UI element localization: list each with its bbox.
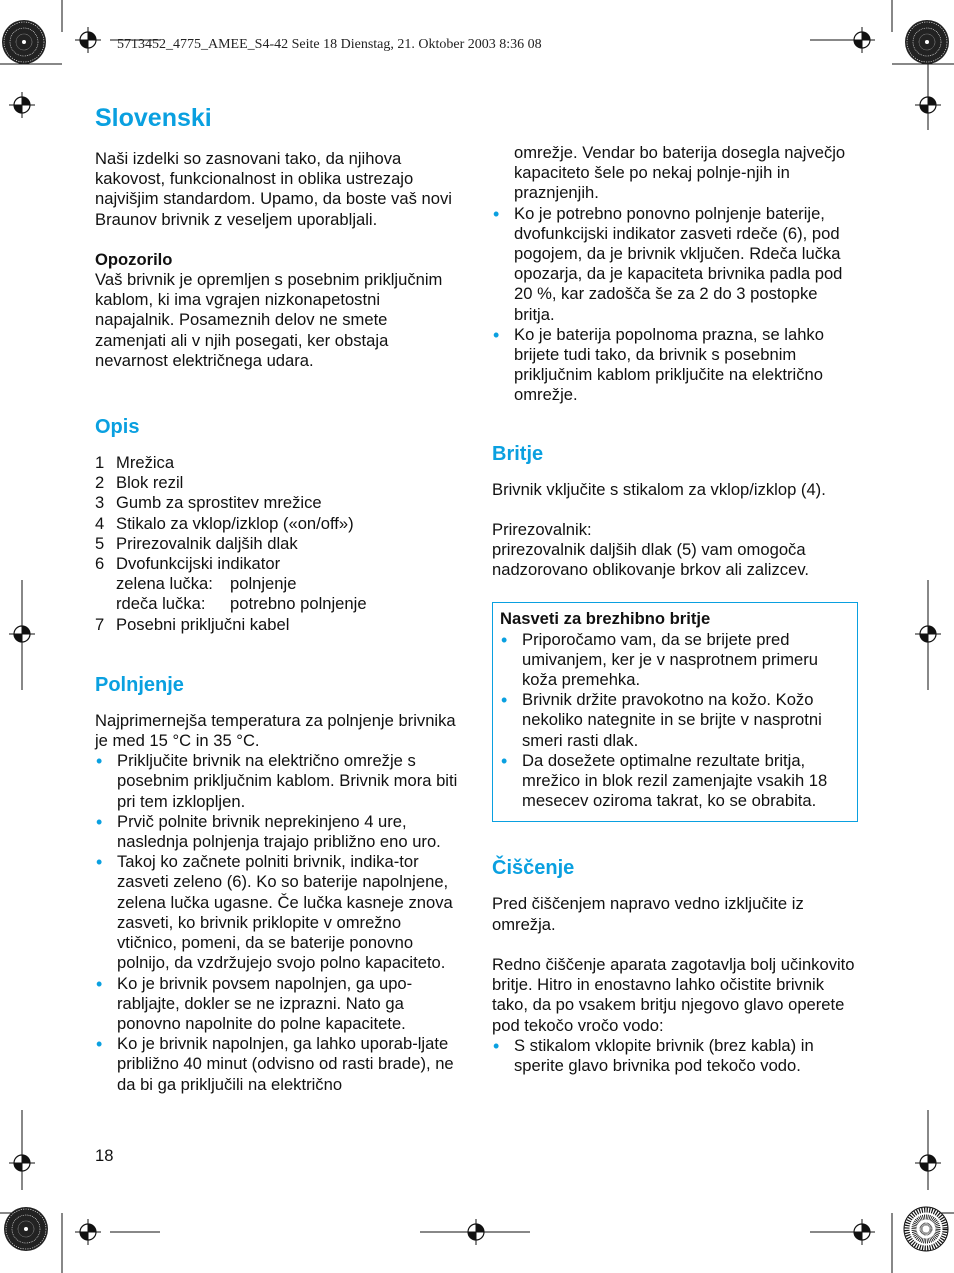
list-item: • Prvič polnite brivnik neprekinjeno 4 ure, naslednja polnjenja trajajo približno eno uro. [95,812,460,852]
tips-list [500,630,847,812]
indicator-green-row: zelena lučka: polnjenje [116,574,297,594]
list-item: 7 Posebni priključni kabel [95,614,290,634]
warning-heading: Opozorilo [95,249,173,269]
list-item: • Da dosežete optimalne rezultate britja, mrežico in blok rezil zamenjajte vsakih 18 mesecev oziroma takrat, ko se obrabita. [500,751,847,812]
tips-heading: Nasveti za brezhibno britje [500,609,711,629]
trimmer-text: prirezovalnik daljših dlak (5) vam omogoča nadzorovano oblikovanje brkov ali zalizcev. [492,540,809,580]
warning-text: Vaš brivnik je opremljen s posebnim priključnim kablom, ki ima vgrajen nizkonapetostni napajalnik. Posameznih delov ne smete zamenjati ali v njih posegati, ker obstaja nevarnost električnega udara. [95,270,443,370]
list-item: • Ko je brivnik napolnjen, ga lahko uporab-ljate približno 40 minut (odvisno od rasti brade), ne da bi ga priključili na električno [95,1034,460,1095]
shaving-text: Brivnik vključite s stikalom za vklop/izklop (4). [492,479,826,499]
right-column [492,143,858,1076]
charging-list [95,751,460,1094]
list-item: • Ko je brivnik povsem napolnjen, ga upo-rabljajte, dokler se ne izprazni. Nato ga ponovno napolnite do polne kapacitete. [95,974,460,1035]
parts-list [95,453,460,635]
trimmer-label: Prirezovalnik: [492,519,592,539]
list-item: • Takoj ko začnete polniti brivnik, indika-tor zasveti zeleno (6). Ko so baterije napolnjene, zelena lučka ugasne. Če lučka kasneje znova zasveti, ko brivnik priklopite v omrežno vtičnico, pomeni, da se baterije ponovno polnijo, da vzdržujejo svojo polno kapaciteto. [95,852,460,973]
list-item: • Ko je potrebno ponovno polnjenje baterije, dvofunkcijski indikator zasveti rdeče (6), pod pogojem, da je brivnik vključen. Rdeča lučka opozarja, da je kapaciteta brivnika padla pod 20 %, kar zadošča še za 2 do 3 postopke britja. [492,204,858,325]
page-number: 18 [95,1146,114,1165]
section-heading-britje: Britje [492,442,544,465]
list-item: 2 Blok rezil [95,473,184,493]
cleaning-list [492,1036,858,1076]
continuation-text: omrežje. Vendar bo baterija dosegla največjo kapaciteto šele po nekaj polnje-njih in praznjenjih. [514,143,846,203]
battery-list [492,204,858,406]
section-heading-opis: Opis [95,416,140,439]
print-header: 5713452_4775_AMEE_S4-42 Seite 18 Dienstag, 21. Oktober 2003 8:36 08 [117,37,542,52]
list-item: 6 Dvofunkcijski indikator zelena lučka: polnjenje rdeča lučka: potrebno polnjenje [95,554,367,614]
cleaning-text-2: Redno čiščenje aparata zagotavlja bolj učinkovito britje. Hitro in enostavno lahko očistite brivnik tako, da po vsakem britju njegovo glavo operete pod tekočo vročo vodo: [492,954,855,1035]
intro-paragraph: Naši izdelki so zasnovani tako, da njihova kakovost, funkcionalnost in oblika ustrezajo najvišjim standardom. Upamo, da boste vaš novi Braunov brivnik z veseljem uporabljali. [95,149,452,229]
list-item: 1 Mrežica [95,453,175,473]
indicator-red-row: rdeča lučka: potrebno polnjenje [116,594,367,614]
list-item: 5 Prirezovalnik daljših dlak [95,533,298,553]
list-item: • Ko je baterija popolnoma prazna, se lahko brijete tudi tako, da brivnik s posebnim priključnim kablom priključite na električno omrežje. [492,325,858,406]
list-item: • Brivnik držite pravokotno na kožo. Kožo nekoliko nategnite in se brijte v nasprotni smeri rasti dlak. [500,690,847,751]
page-title: Slovenski [95,104,212,132]
list-item: • S stikalom vklopite brivnik (brez kabla) in sperite glavo brivnika pod tekočo vodo. [492,1036,858,1076]
charging-intro: Najprimernejša temperatura za polnjenje brivnika je med 15 °C in 35 °C. [95,710,456,751]
tips-box [492,602,858,822]
list-item: 4 Stikalo za vklop/izklop («on/off») [95,513,354,533]
section-heading-polnjenje: Polnjenje [95,673,184,696]
list-item: • Priporočamo vam, da se brijete pred umivanjem, ker je v nasprotnem primeru koža premehka. [500,630,847,691]
list-item: 3 Gumb za sprostitev mrežice [95,493,322,513]
cleaning-text-1: Pred čiščenjem napravo vedno izključite iz omrežja. [492,894,804,934]
list-item: • Priključite brivnik na električno omrežje s posebnim priključnim kablom. Brivnik mora biti pri tem izklopljen. [95,751,460,812]
section-heading-ciscenje: Čiščenje [492,857,575,880]
left-column [95,100,460,1095]
